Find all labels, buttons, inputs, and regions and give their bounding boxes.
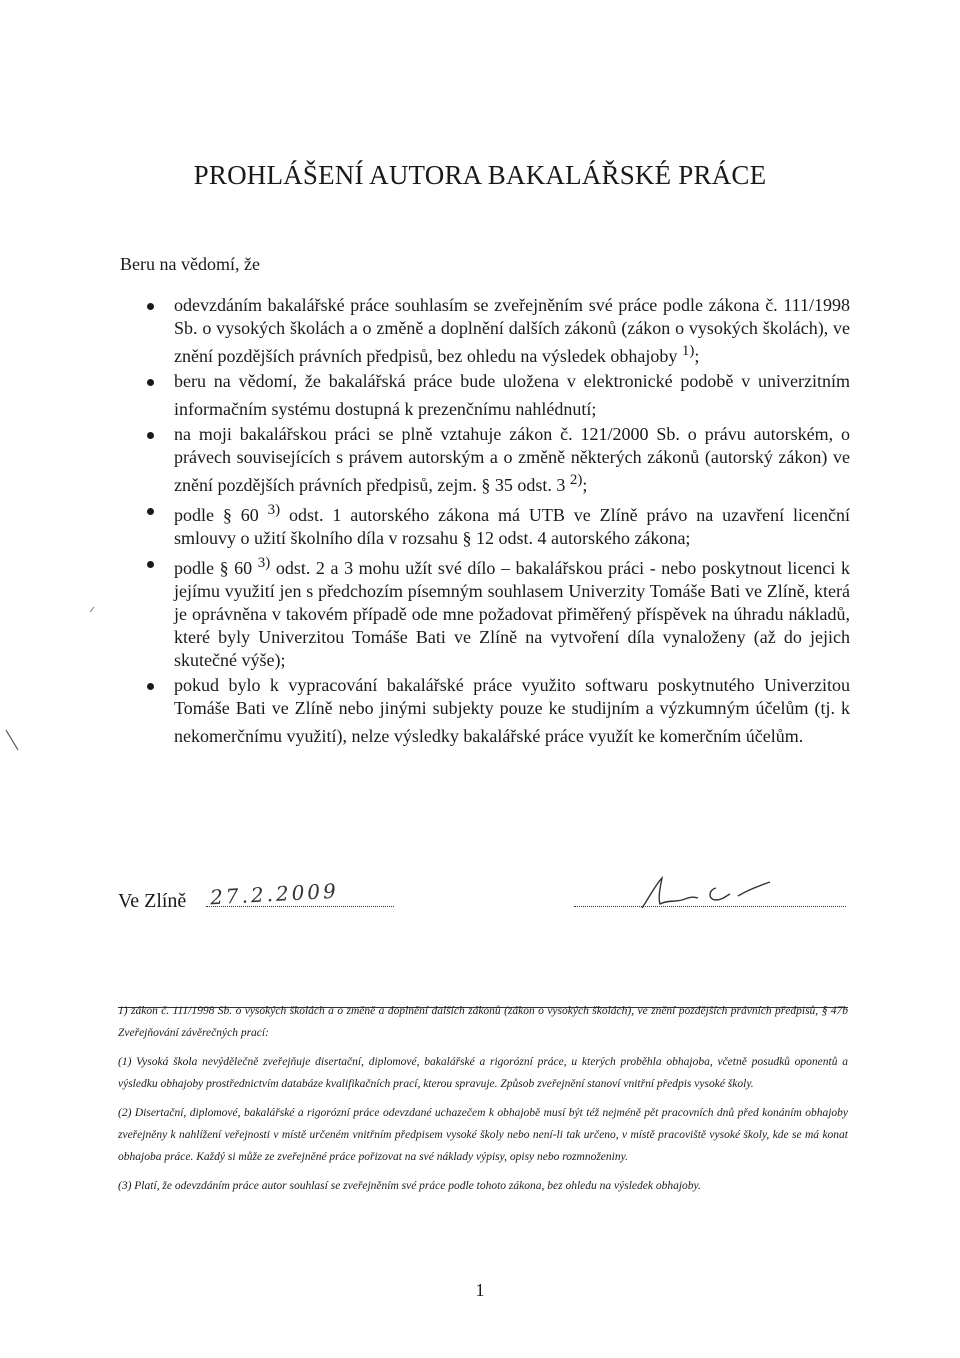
list-item: na moji bakalářskou práci se plně vztahuje zákon č. 121/2000 Sb. o právu autorském, o právech souvisejících s právem autorským a o změně některých zákonů (autorský zákon) ve znění pozdějších právních předpisů, zejm. § 35 odst. 3 $^{2)}$; [174,423,850,497]
footnote: (3) Platí, že odevzdáním práce autor souhlasí se zveřejněním své práce podle tohoto zákona, bez ohledu na výsledek obhajoby. [118,1180,701,1192]
footnote: 1) zákon č. 111/1998 Sb. o vysokých školách a o změně a doplnění dalších zákonů (zákon o vysokých školách), ve znění pozdějších právních předpisů, § 47b Zveřejňování závěrečných prací: [118,1005,848,1039]
page-number: 1 [475,1280,485,1300]
bullet-icon [147,432,154,439]
bullet-icon [147,508,154,515]
bullet-icon [147,683,154,690]
intro-text: Beru na vědomí, že [120,254,260,274]
list-item: pokud bylo k vypracování bakalářské práce využito softwaru poskytnutého Univerzitou Tomáše Bati ve Zlíně nebo jinými subjekty pouze ke studijním a výzkumným účelům (tj. k nekomerčnímu využití), nelze výsledky bakalářské práce využít ke komerčním účelům. [174,674,850,748]
bullet-icon [147,303,154,310]
declaration-list [174,294,850,750]
margin-mark-icon [4,728,24,754]
margin-mark-icon [88,604,98,614]
bullet-icon [147,379,154,386]
footnote: (1) Vysoká škola nevýdělečně zveřejňuje disertační, diplomové, bakalářské a rigorózní práce, u kterých proběhla obhajoba, včetně posudků oponentů a výsledku obhajoby prostřednictvím databáze kvalifikačních prací, kterou spravuje. Způsob zveřejnění stanoví vnitřní předpis vysoké školy. [118,1056,848,1090]
signature-icon [638,874,778,914]
bullet-icon [147,561,154,568]
list-item: beru na vědomí, že bakalářská práce bude uložena v elektronické podobě v univerzitním informačním systému dostupná k prezenčnímu nahlédnutí; [174,370,850,421]
list-item: odevzdáním bakalářské práce souhlasím se zveřejněním své práce podle zákona č. 111/1998 Sb. o vysokých školách a o změně a doplnění dalších zákonů (zákon o vysokých školách), ve znění pozdějších právních předpisů, bez ohledu na výsledek obhajoby $^{1)}$; [174,294,850,368]
signature-row [118,880,848,920]
footnote: (2) Disertační, diplomové, bakalářské a rigorózní práce odevzdané uchazečem k obhajobě musí být též nejméně pět pracovních dnů před konáním obhajoby zveřejněny k nahlížení veřejnosti v místě určeném vnitřním předpisem vysoké školy nebo není-li tak určeno, v místě pracoviště vysoké školy, kde se má konat obhajoba práce. Každý si může ze zveřejněné práce pořizovat na své náklady výpisy, opisy nebo rozmnoženiny. [118,1107,848,1163]
handwritten-date: 27.2.2009 [209,878,340,910]
footnotes [118,1000,848,1204]
place-label: Ve Zlíně [118,890,187,912]
list-item: podle § 60 $^{3)}$ odst. 1 autorského zákona má UTB ve Zlíně právo na uzavření licenční smlouvy o užití školního díla v rozsahu § 12 odst. 4 autorského zákona; [174,499,850,550]
page-title: PROHLÁŠENÍ AUTORA BAKALÁŘSKÉ PRÁCE [193,160,767,190]
list-item: podle § 60 $^{3)}$ odst. 2 a 3 mohu užít své dílo – bakalářskou práci - nebo poskytnout licenci k jejímu využití jen s předchozím písemným souhlasem Univerzity Tomáše Bati ve Zlíně, která je oprávněna v takovém případě ode mne požadovat přiměřený příspěvek na úhradu nákladů, které byly Univerzitou Tomáše Bati ve Zlíně na vytvoření díla vynaloženy (až do jejich skutečné výše); [174,552,850,672]
